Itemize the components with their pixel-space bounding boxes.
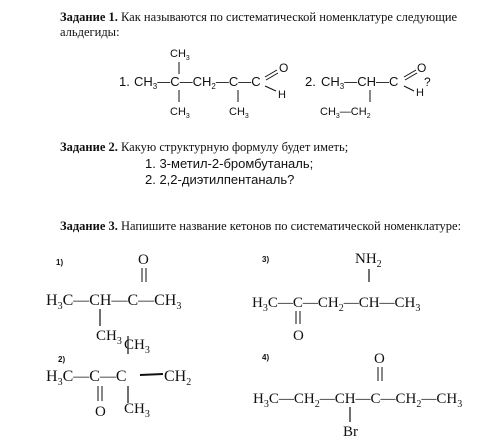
aldehyde-2-structure xyxy=(305,61,431,120)
svg-text:H3C—C—CH2—CH—CH3: $H_3C—C—CH_2—CH—CH_3$ xyxy=(252,295,421,314)
ketone-2-structure xyxy=(46,336,191,420)
ketone-3-number: 3) xyxy=(262,255,270,264)
svg-text:CH3: $CH_3$ xyxy=(229,106,249,120)
task3-title: Задание 3. xyxy=(60,219,118,233)
svg-text:CH3: $CH_3$ xyxy=(124,401,150,420)
svg-text:CH3—C—CH2—C—C: $CH_3—C—CH_2—C—C$ xyxy=(134,74,261,91)
ketone-2-number: 2) xyxy=(58,355,66,364)
svg-text:CH2: $CH_2$ xyxy=(164,368,192,388)
ketone-1-number: 1) xyxy=(56,258,64,267)
svg-text:O: O xyxy=(138,252,149,268)
svg-text:H: H xyxy=(278,89,286,101)
ketone-3-structure xyxy=(252,251,420,344)
task2-option-1: 1. 3-метил-2-бромбутаналь; xyxy=(145,156,314,171)
svg-text:NH2: $NH_2$ xyxy=(355,251,382,270)
svg-text:?: ? xyxy=(424,75,431,89)
task3-text: Напишите название кетонов по систематической номенклатуре: xyxy=(121,219,462,233)
svg-text:CH3: $CH_3$ xyxy=(124,337,150,356)
ketone-4-number: 4) xyxy=(262,353,270,362)
svg-text:H3C—CH2—CH—C—CH2—CH3: $H_3C—CH_2—CH—C—CH_2—CH_3$ xyxy=(253,391,463,410)
svg-text:O: O xyxy=(417,61,427,75)
task1-text: Как называются по систематической номенклатуре следующие xyxy=(121,10,458,24)
svg-text:CH3—CH2: $CH_3—CH_2$ xyxy=(320,106,371,120)
task1-text-cont: альдегиды: xyxy=(60,25,120,39)
svg-text:CH3—CH—C: $CH_3—CH—C$ xyxy=(321,74,399,91)
svg-text:CH3: $CH_3$ xyxy=(170,106,190,120)
ketone-4-structure xyxy=(253,351,462,440)
aldehyde-1-structure xyxy=(119,48,288,120)
svg-text:H: H xyxy=(416,87,424,99)
task2-options xyxy=(145,156,313,188)
task1-heading xyxy=(60,10,480,40)
svg-text:H3C—C—C: $H_3C—C—C$ xyxy=(46,368,127,388)
ketone-1-structure xyxy=(46,252,181,347)
svg-text:O: O xyxy=(293,328,304,344)
task3-heading xyxy=(60,219,490,234)
svg-text:O: O xyxy=(374,351,385,367)
task3-ketone-structures xyxy=(0,248,500,448)
compound1-number: 1. xyxy=(119,74,130,89)
task2-text: Какую структурную формулу будет иметь; xyxy=(121,140,349,154)
compound2-number: 2. xyxy=(305,74,316,89)
task2-title: Задание 2. xyxy=(60,140,118,154)
svg-text:H3C—CH—C—CH3: $H_3C—CH—C—CH_3$ xyxy=(46,292,182,312)
svg-text:CH3: $CH_3$ xyxy=(170,48,190,62)
svg-text:CH3: $CH_3$ xyxy=(96,328,122,347)
svg-text:Br: Br xyxy=(343,424,358,440)
task2-heading xyxy=(60,140,480,155)
svg-text:O: O xyxy=(279,61,289,75)
svg-text:O: O xyxy=(95,404,106,420)
task1-title: Задание 1. xyxy=(60,10,118,24)
task2-option-2: 2. 2,2-диэтилпентаналь? xyxy=(145,172,295,187)
